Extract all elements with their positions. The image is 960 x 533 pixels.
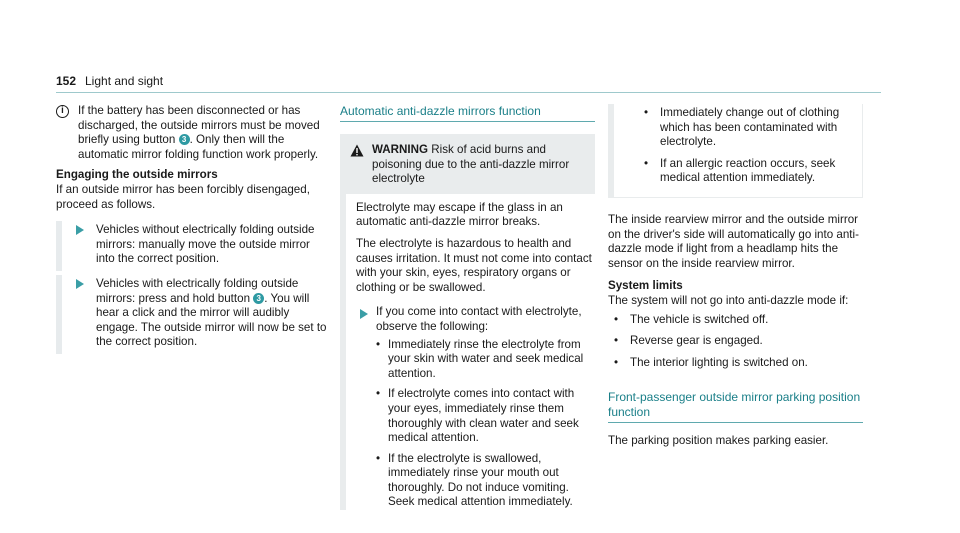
list-item: • Immediately rinse the electrolyte from your skin with water and seek medical attention. [376, 338, 595, 382]
warning-header [340, 134, 595, 194]
subheading-system-limits: System limits [608, 279, 683, 293]
note-text-start: If the battery has been disconnected or has discharged, the outside mirrors must be moved briefly using button [78, 104, 320, 147]
button-3-badge: 3 [179, 134, 190, 145]
section-title-anti-dazzle: Automatic anti-dazzle mirrors function [340, 104, 595, 122]
step-block-2 [56, 275, 328, 354]
warning-header-text [372, 143, 585, 187]
column-left [56, 104, 328, 354]
warning-bullet-list-cont [644, 106, 852, 186]
limits-list [608, 313, 863, 371]
step-2-text-end: . You will hear a click and the mirror will audibly engage. The outside mirror will now be set to the correct position. [96, 291, 327, 349]
warning-body [340, 194, 595, 510]
list-item: • If an allergic reaction occurs, seek medical attention immediately. [644, 157, 852, 186]
step-arrow-icon [360, 309, 368, 319]
step-block-1 [56, 221, 328, 271]
step-arrow-icon [76, 279, 84, 289]
warning-continuation [608, 104, 863, 198]
parking-position-text: The parking position makes parking easier. [608, 434, 829, 448]
page-number: 152 [56, 74, 77, 88]
section-title-parking-position: Front-passenger outside mirror parking position function [608, 390, 863, 423]
step-2-text [76, 277, 328, 350]
list-item: • Reverse gear is engaged. [614, 334, 863, 349]
warning-paragraph-1: Electrolyte may escape if the glass in an automatic anti-dazzle mirror breaks. [356, 200, 563, 229]
list-item: • The vehicle is switched off. [614, 313, 863, 328]
note-text-end: . Only then will the automatic mirror folding function work properly. [78, 133, 319, 161]
intro-text: If an outside mirror has been forcibly disengaged, proceed as follows. [56, 182, 310, 211]
note-text [78, 104, 328, 162]
running-head: Light and sight [85, 74, 164, 88]
page-header [56, 70, 881, 93]
anti-dazzle-description: The inside rearview mirror and the outside mirror on the driver's side will automatically go into anti-dazzle mode if light from a headlamp hits the sensor on the inside rearview mirror. [608, 212, 859, 270]
step-2-text-start: Vehicles with electrically folding outside mirrors: press and hold button [96, 276, 299, 305]
list-item: • The interior lighting is switched on. [614, 356, 863, 371]
warning-step [356, 305, 595, 510]
info-icon: i [56, 105, 69, 118]
warning-step-text: If you come into contact with electrolyte, observe the following: [376, 305, 582, 333]
warning-title: Risk of acid burns and poisoning due to the anti-dazzle mirror electrolyte [372, 143, 570, 186]
column-right [608, 104, 863, 457]
warning-triangle-icon [350, 144, 364, 187]
button-3-badge: 3 [253, 293, 264, 304]
limits-intro: The system will not go into anti-dazzle mode if: [608, 293, 849, 307]
list-item: • Immediately change out of clothing which has been contaminated with electrolyte. [644, 106, 852, 150]
warning-paragraph-2: The electrolyte is hazardous to health and causes irritation. It must not come into contact with your skin, eyes, respiratory organs or clothing or be swallowed. [356, 236, 592, 294]
step-arrow-icon [76, 225, 84, 235]
warning-step-content [356, 305, 595, 510]
warning-bullet-list [376, 338, 595, 511]
warning-label: WARNING [372, 143, 429, 156]
note-block [56, 104, 328, 162]
subheading-engaging: Engaging the outside mirrors [56, 168, 218, 182]
list-item: • If electrolyte comes into contact with your eyes, immediately rinse them thoroughly with clean water and seek medical attention. [376, 387, 595, 445]
step-1-text: Vehicles without electrically folding outside mirrors: manually move the outside mirror into the correct position. [96, 223, 315, 266]
column-middle [340, 104, 595, 516]
list-item: • If the electrolyte is swallowed, immediately rinse your mouth out thoroughly. Do not induce vomiting. Seek medical attention immediately. [376, 452, 595, 510]
